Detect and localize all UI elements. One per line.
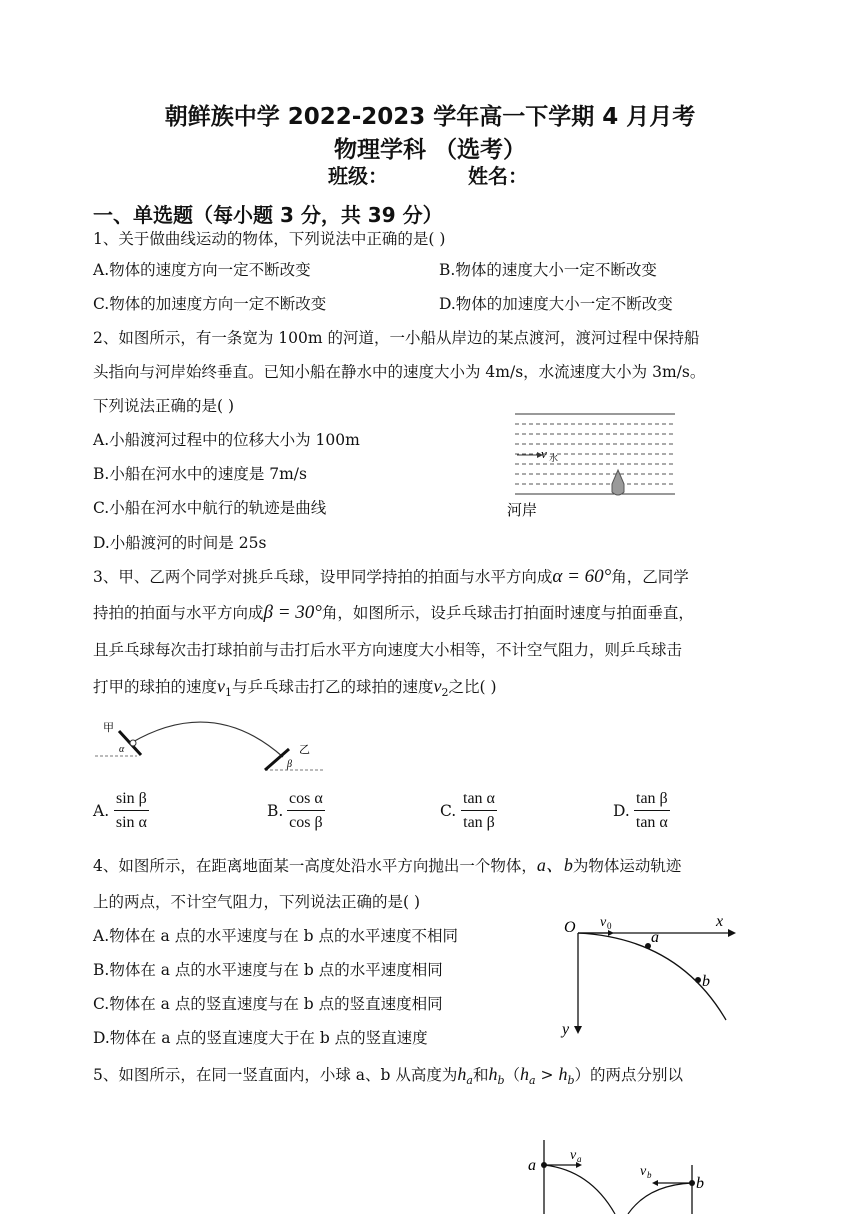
q3-option-a-fraction: $\frac{\text{sin β}}{\text{sin α}}$ [115,790,147,831]
title-line2: 物理学科 （选考） [333,137,526,163]
q1-stem: 1、关于做曲线运动的物体，下列说法中正确的是( ) [93,230,446,248]
alpha-label: α [119,744,125,755]
q2-option-b: B.小船在河水中的速度是 7m/s [93,465,307,483]
projectile-figure [558,908,748,1040]
q3-line4: 打甲的球拍的速度$v_1$与乒乓球击打乙的球拍的速度$v_2$之比( ) [93,676,497,700]
class-label: 班级： [328,164,388,188]
b-label: b [702,973,710,990]
q2-line1: 2、如图所示，有一条宽为 100m 的河道，一小船从岸边的某点渡河，渡河过程中保持船 [93,329,700,347]
q2-option-a: A.小船渡河过程中的位移大小为 100m [93,431,360,449]
q3-option-c-fraction: $\frac{\text{tan α}}{\text{tan β}}$ [463,790,495,831]
q5-line1: 5、如图所示，在同一竖直面内，小球 a、b 从高度为$h_a$和$h_b(h_a > h_b)$的两点分别以 [93,1064,684,1088]
q2-line3: 下列说法正确的是( ) [93,397,235,415]
q3-option-a-label: A. [93,802,110,820]
q4-option-b: B.物体在 a 点的水平速度与在 b 点的水平速度相同 [93,961,443,979]
q4-option-c: C.物体在 a 点的竖直速度与在 b 点的竖直速度相同 [93,995,443,1013]
x-axis-label: x [716,913,724,930]
two-balls-figure [520,1135,720,1214]
q3-option-c-label: C. [440,802,457,820]
q3-option-d-label: D. [613,802,630,820]
q1-option-d: D.物体的加速度大小一定不断改变 [439,295,673,313]
va-label: v [570,1148,577,1163]
q1-option-a: A.物体的速度方向一定不断改变 [93,261,311,279]
q5-b-label: b [696,1175,704,1192]
section-heading: 一、单选题（每小题 3 分，共 39 分） [93,203,443,227]
origin-label: O [564,919,576,936]
vb-label: v [640,1164,647,1179]
q2-line2: 头指向与河岸始终垂直。已知小船在静水中的速度大小为 4m/s，水流速度大小为 3m/s。 [93,363,706,381]
name-label: 姓名： [468,164,528,188]
river-figure [505,408,685,520]
q4-option-a: A.物体在 a 点的水平速度与在 b 点的水平速度不相同 [93,927,458,945]
q1-option-c: C.物体的加速度方向一定不断改变 [93,295,327,313]
q4-option-d: D.物体在 a 点的竖直速度大于在 b 点的竖直速度 [93,1029,428,1047]
a-label: a [651,929,659,946]
vb-sub: b [647,1170,652,1180]
q3-line2: 持拍的拍面与水平方向成β = 30°角，如图所示，设乒乓球击打拍面时速度与拍面垂直， [93,602,694,623]
jia-label: 甲 [103,722,114,734]
river-bank-label: 河岸 [507,503,538,519]
q4-line1: 4、如图所示，在距离地面某一高度处沿水平方向抛出一个物体，a、b为物体运动轨迹 [93,855,682,875]
q5-a-label: a [528,1157,536,1174]
va-sub: a [577,1154,582,1164]
y-axis-label: y [562,1021,570,1038]
title-line1: 朝鲜族中学 2022-2023 学年高一下学期 4 月月考 [164,104,696,130]
river-v-label: v [541,446,547,461]
v0-label: v [600,915,607,930]
river-v-sub: 水 [549,453,559,463]
q2-option-d: D.小船渡河的时间是 25s [93,534,267,552]
beta-label: β [287,759,292,770]
pingpong-figure [93,715,333,777]
q3-option-b-fraction: $\frac{\text{cos α}}{\text{cos β}}$ [289,790,323,831]
q3-line3: 且乒乓球每次击打球拍前与击打后水平方向速度大小相等，不计空气阻力，则乒乓球击 [93,641,683,659]
q3-option-b-label: B. [267,802,284,820]
q4-line2: 上的两点，不计空气阻力，下列说法正确的是( ) [93,893,421,911]
q1-option-b: B.物体的速度大小一定不断改变 [439,261,657,279]
q2-option-c: C.小船在河水中航行的轨迹是曲线 [93,499,327,517]
q3-line1: 3、甲、乙两个同学对挑乒乓球，设甲同学持拍的拍面与水平方向成α = 60°角，乙同学 [93,566,689,587]
yi-label: 乙 [299,744,310,756]
q3-option-d-fraction: $\frac{\text{tan β}}{\text{tan α}}$ [635,790,668,831]
point-b [695,977,701,983]
v0-sub: 0 [607,921,612,931]
